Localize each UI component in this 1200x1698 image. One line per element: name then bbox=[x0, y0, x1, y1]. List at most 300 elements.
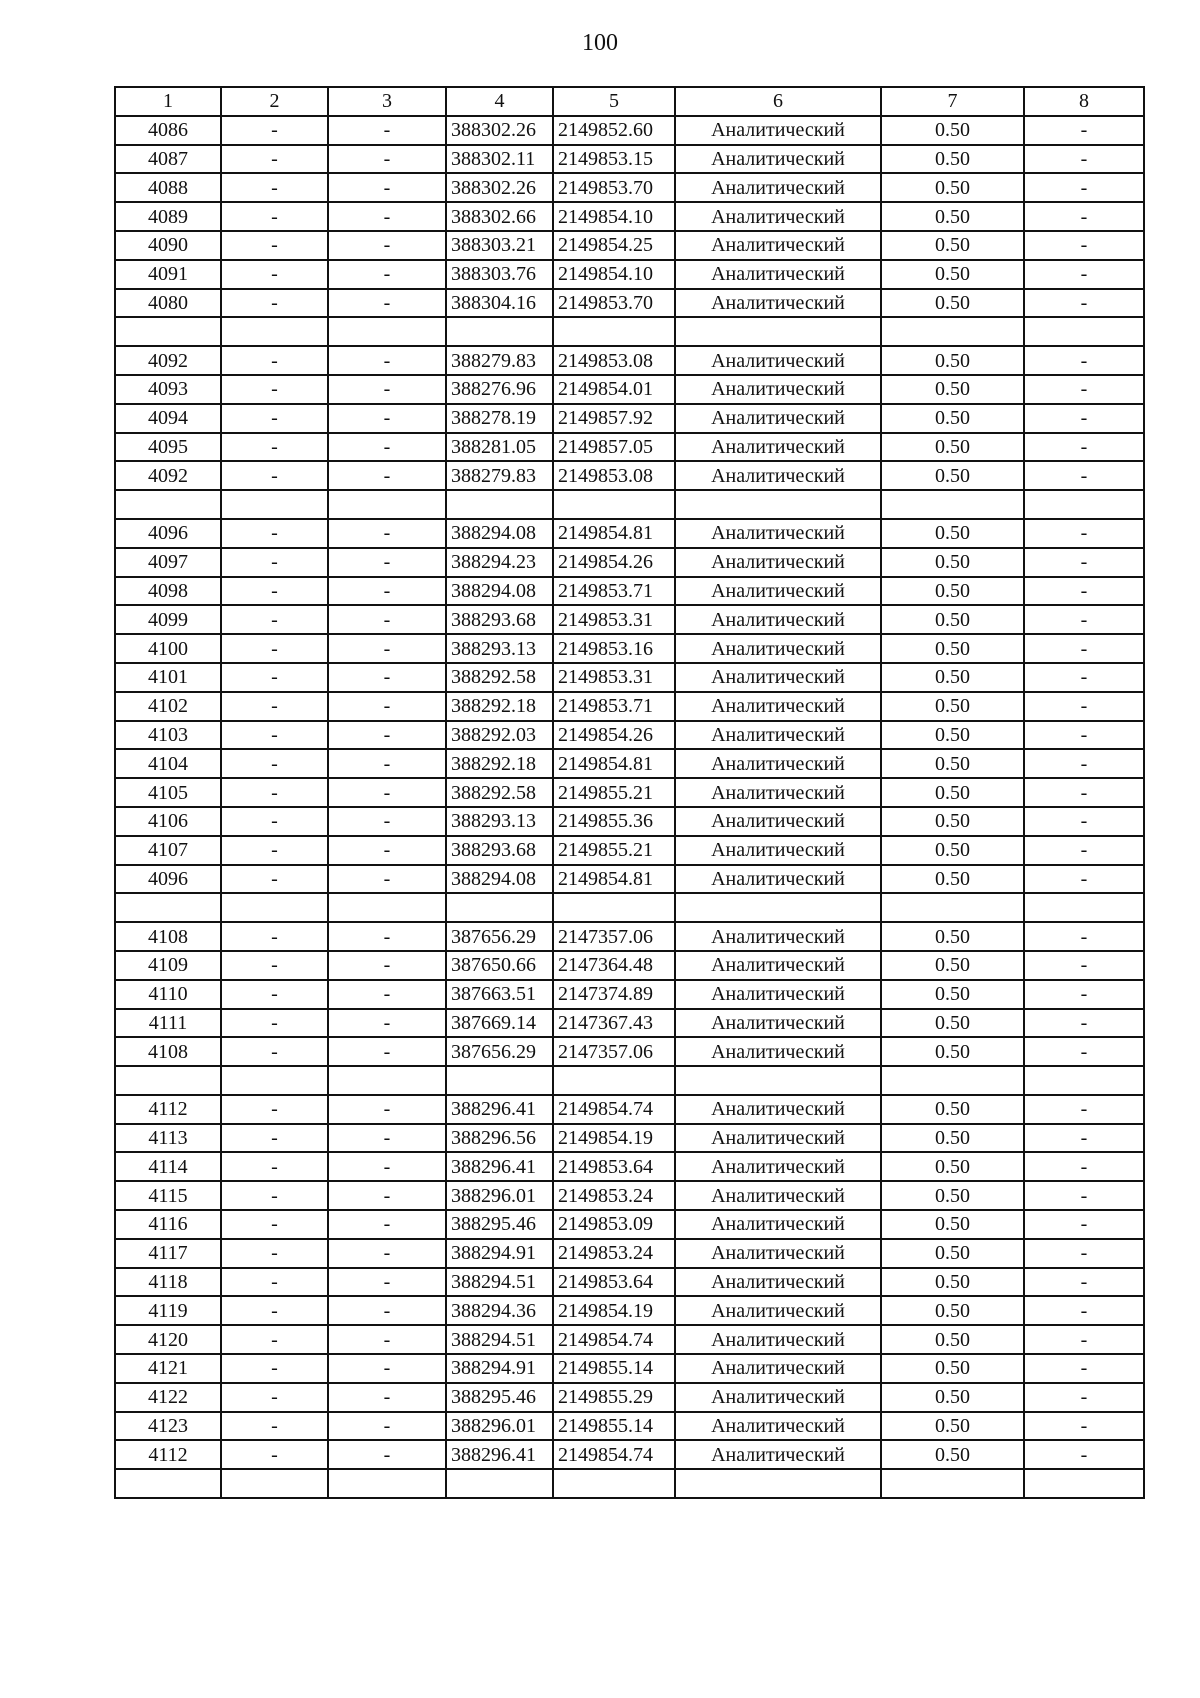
col-2-cell: - bbox=[221, 1037, 328, 1066]
method-cell: Аналитический bbox=[675, 260, 881, 289]
col-2-cell: - bbox=[221, 519, 328, 548]
col-2-cell: - bbox=[221, 1383, 328, 1412]
x-coordinate-cell: 387650.66 bbox=[446, 951, 553, 980]
point-number-cell: 4111 bbox=[115, 1009, 221, 1038]
x-coordinate-cell: 388276.96 bbox=[446, 375, 553, 404]
col-3-cell: - bbox=[328, 605, 446, 634]
x-coordinate-cell: 388293.13 bbox=[446, 807, 553, 836]
col-3-cell bbox=[328, 1066, 446, 1095]
col-8-cell: - bbox=[1024, 433, 1144, 462]
method-cell bbox=[675, 1469, 881, 1498]
method-cell: Аналитический bbox=[675, 865, 881, 894]
method-cell: Аналитический bbox=[675, 922, 881, 951]
x-coordinate-cell: 388294.51 bbox=[446, 1325, 553, 1354]
accuracy-cell: 0.50 bbox=[881, 1383, 1024, 1412]
point-number-cell: 4110 bbox=[115, 980, 221, 1009]
x-coordinate-cell bbox=[446, 893, 553, 922]
accuracy-cell: 0.50 bbox=[881, 1181, 1024, 1210]
y-coordinate-cell: 2149854.81 bbox=[553, 749, 675, 778]
coordinates-table bbox=[114, 86, 1145, 1499]
method-cell: Аналитический bbox=[675, 1383, 881, 1412]
table-row bbox=[115, 1354, 1144, 1383]
method-cell: Аналитический bbox=[675, 116, 881, 145]
page-number: 100 bbox=[582, 30, 618, 56]
col-2-cell bbox=[221, 1469, 328, 1498]
col-8-cell: - bbox=[1024, 1095, 1144, 1124]
accuracy-cell: 0.50 bbox=[881, 433, 1024, 462]
col-3-cell: - bbox=[328, 1296, 446, 1325]
table-row bbox=[115, 663, 1144, 692]
point-number-cell: 4096 bbox=[115, 519, 221, 548]
col-2-cell: - bbox=[221, 1124, 328, 1153]
col-3-cell: - bbox=[328, 173, 446, 202]
col-3-cell: - bbox=[328, 951, 446, 980]
point-number-cell: 4096 bbox=[115, 865, 221, 894]
y-coordinate-cell bbox=[553, 1066, 675, 1095]
method-cell: Аналитический bbox=[675, 1412, 881, 1441]
column-header: 6 bbox=[675, 87, 881, 116]
method-cell: Аналитический bbox=[675, 634, 881, 663]
y-coordinate-cell: 2147367.43 bbox=[553, 1009, 675, 1038]
col-3-cell bbox=[328, 893, 446, 922]
accuracy-cell: 0.50 bbox=[881, 173, 1024, 202]
x-coordinate-cell: 388292.58 bbox=[446, 663, 553, 692]
y-coordinate-cell: 2149853.15 bbox=[553, 145, 675, 174]
y-coordinate-cell: 2149853.31 bbox=[553, 605, 675, 634]
col-3-cell: - bbox=[328, 1239, 446, 1268]
y-coordinate-cell: 2149853.24 bbox=[553, 1239, 675, 1268]
col-2-cell bbox=[221, 893, 328, 922]
accuracy-cell: 0.50 bbox=[881, 836, 1024, 865]
y-coordinate-cell: 2149853.71 bbox=[553, 692, 675, 721]
accuracy-cell bbox=[881, 893, 1024, 922]
y-coordinate-cell: 2149853.24 bbox=[553, 1181, 675, 1210]
x-coordinate-cell: 388294.23 bbox=[446, 548, 553, 577]
point-number-cell bbox=[115, 317, 221, 346]
y-coordinate-cell: 2149854.19 bbox=[553, 1296, 675, 1325]
x-coordinate-cell: 388281.05 bbox=[446, 433, 553, 462]
accuracy-cell: 0.50 bbox=[881, 346, 1024, 375]
method-cell: Аналитический bbox=[675, 433, 881, 462]
col-8-cell: - bbox=[1024, 1239, 1144, 1268]
col-8-cell: - bbox=[1024, 260, 1144, 289]
col-2-cell: - bbox=[221, 721, 328, 750]
accuracy-cell bbox=[881, 1469, 1024, 1498]
col-3-cell: - bbox=[328, 375, 446, 404]
col-3-cell: - bbox=[328, 433, 446, 462]
col-8-cell: - bbox=[1024, 173, 1144, 202]
point-number-cell: 4095 bbox=[115, 433, 221, 462]
y-coordinate-cell: 2147357.06 bbox=[553, 1037, 675, 1066]
col-2-cell: - bbox=[221, 548, 328, 577]
method-cell: Аналитический bbox=[675, 980, 881, 1009]
col-3-cell: - bbox=[328, 1124, 446, 1153]
accuracy-cell: 0.50 bbox=[881, 749, 1024, 778]
col-2-cell: - bbox=[221, 951, 328, 980]
col-3-cell: - bbox=[328, 865, 446, 894]
y-coordinate-cell: 2147357.06 bbox=[553, 922, 675, 951]
accuracy-cell: 0.50 bbox=[881, 1095, 1024, 1124]
col-8-cell: - bbox=[1024, 231, 1144, 260]
col-3-cell: - bbox=[328, 634, 446, 663]
point-number-cell: 4112 bbox=[115, 1095, 221, 1124]
col-8-cell: - bbox=[1024, 1296, 1144, 1325]
x-coordinate-cell: 388278.19 bbox=[446, 404, 553, 433]
method-cell: Аналитический bbox=[675, 1124, 881, 1153]
col-8-cell: - bbox=[1024, 1210, 1144, 1239]
y-coordinate-cell: 2149855.21 bbox=[553, 778, 675, 807]
method-cell: Аналитический bbox=[675, 577, 881, 606]
point-number-cell bbox=[115, 1066, 221, 1095]
column-header: 5 bbox=[553, 87, 675, 116]
point-number-cell: 4115 bbox=[115, 1181, 221, 1210]
col-3-cell: - bbox=[328, 1037, 446, 1066]
accuracy-cell bbox=[881, 490, 1024, 519]
col-2-cell: - bbox=[221, 116, 328, 145]
col-8-cell: - bbox=[1024, 980, 1144, 1009]
table-row bbox=[115, 807, 1144, 836]
method-cell bbox=[675, 490, 881, 519]
col-2-cell: - bbox=[221, 1296, 328, 1325]
col-3-cell: - bbox=[328, 1383, 446, 1412]
point-number-cell: 4118 bbox=[115, 1268, 221, 1297]
point-number-cell: 4102 bbox=[115, 692, 221, 721]
y-coordinate-cell: 2149853.16 bbox=[553, 634, 675, 663]
accuracy-cell: 0.50 bbox=[881, 145, 1024, 174]
point-number-cell: 4120 bbox=[115, 1325, 221, 1354]
col-8-cell: - bbox=[1024, 1152, 1144, 1181]
col-8-cell bbox=[1024, 1469, 1144, 1498]
x-coordinate-cell: 388296.41 bbox=[446, 1095, 553, 1124]
col-3-cell: - bbox=[328, 980, 446, 1009]
table-row bbox=[115, 231, 1144, 260]
col-8-cell: - bbox=[1024, 346, 1144, 375]
y-coordinate-cell: 2149854.26 bbox=[553, 721, 675, 750]
method-cell: Аналитический bbox=[675, 231, 881, 260]
method-cell: Аналитический bbox=[675, 1296, 881, 1325]
col-2-cell bbox=[221, 490, 328, 519]
x-coordinate-cell: 388302.66 bbox=[446, 202, 553, 231]
method-cell bbox=[675, 317, 881, 346]
column-header: 3 bbox=[328, 87, 446, 116]
method-cell: Аналитический bbox=[675, 605, 881, 634]
table-row bbox=[115, 1239, 1144, 1268]
accuracy-cell: 0.50 bbox=[881, 1239, 1024, 1268]
col-8-cell: - bbox=[1024, 1440, 1144, 1469]
y-coordinate-cell: 2149853.08 bbox=[553, 346, 675, 375]
x-coordinate-cell: 388294.08 bbox=[446, 577, 553, 606]
table-row bbox=[115, 1181, 1144, 1210]
accuracy-cell: 0.50 bbox=[881, 1412, 1024, 1441]
y-coordinate-cell: 2147364.48 bbox=[553, 951, 675, 980]
col-2-cell: - bbox=[221, 433, 328, 462]
method-cell: Аналитический bbox=[675, 519, 881, 548]
col-8-cell: - bbox=[1024, 519, 1144, 548]
method-cell bbox=[675, 893, 881, 922]
table-row bbox=[115, 634, 1144, 663]
point-number-cell: 4109 bbox=[115, 951, 221, 980]
y-coordinate-cell: 2149857.05 bbox=[553, 433, 675, 462]
y-coordinate-cell: 2149854.81 bbox=[553, 519, 675, 548]
col-8-cell: - bbox=[1024, 692, 1144, 721]
table-row bbox=[115, 980, 1144, 1009]
method-cell: Аналитический bbox=[675, 404, 881, 433]
x-coordinate-cell: 388292.18 bbox=[446, 692, 553, 721]
table-row bbox=[115, 404, 1144, 433]
point-number-cell: 4121 bbox=[115, 1354, 221, 1383]
accuracy-cell: 0.50 bbox=[881, 922, 1024, 951]
col-8-cell: - bbox=[1024, 663, 1144, 692]
point-number-cell: 4106 bbox=[115, 807, 221, 836]
point-number-cell: 4080 bbox=[115, 289, 221, 318]
col-2-cell: - bbox=[221, 865, 328, 894]
point-number-cell: 4092 bbox=[115, 461, 221, 490]
col-8-cell bbox=[1024, 490, 1144, 519]
col-2-cell: - bbox=[221, 1152, 328, 1181]
separator-row bbox=[115, 317, 1144, 346]
point-number-cell: 4101 bbox=[115, 663, 221, 692]
point-number-cell: 4087 bbox=[115, 145, 221, 174]
y-coordinate-cell: 2149854.26 bbox=[553, 548, 675, 577]
col-3-cell: - bbox=[328, 145, 446, 174]
accuracy-cell bbox=[881, 1066, 1024, 1095]
col-3-cell: - bbox=[328, 519, 446, 548]
x-coordinate-cell: 388279.83 bbox=[446, 346, 553, 375]
method-cell: Аналитический bbox=[675, 951, 881, 980]
col-8-cell: - bbox=[1024, 404, 1144, 433]
accuracy-cell: 0.50 bbox=[881, 461, 1024, 490]
point-number-cell: 4122 bbox=[115, 1383, 221, 1412]
col-8-cell: - bbox=[1024, 375, 1144, 404]
x-coordinate-cell: 388295.46 bbox=[446, 1210, 553, 1239]
col-2-cell: - bbox=[221, 1239, 328, 1268]
accuracy-cell: 0.50 bbox=[881, 865, 1024, 894]
col-2-cell: - bbox=[221, 145, 328, 174]
col-2-cell: - bbox=[221, 980, 328, 1009]
point-number-cell: 4100 bbox=[115, 634, 221, 663]
col-2-cell: - bbox=[221, 1210, 328, 1239]
col-8-cell: - bbox=[1024, 1354, 1144, 1383]
accuracy-cell: 0.50 bbox=[881, 202, 1024, 231]
point-number-cell: 4117 bbox=[115, 1239, 221, 1268]
x-coordinate-cell: 388292.58 bbox=[446, 778, 553, 807]
x-coordinate-cell: 388293.68 bbox=[446, 836, 553, 865]
col-8-cell: - bbox=[1024, 749, 1144, 778]
col-2-cell: - bbox=[221, 922, 328, 951]
col-2-cell: - bbox=[221, 375, 328, 404]
y-coordinate-cell: 2149853.70 bbox=[553, 289, 675, 318]
table-row bbox=[115, 1412, 1144, 1441]
col-3-cell: - bbox=[328, 1152, 446, 1181]
x-coordinate-cell: 388296.56 bbox=[446, 1124, 553, 1153]
table-row bbox=[115, 202, 1144, 231]
table-row bbox=[115, 433, 1144, 462]
accuracy-cell: 0.50 bbox=[881, 951, 1024, 980]
accuracy-cell: 0.50 bbox=[881, 1440, 1024, 1469]
point-number-cell: 4098 bbox=[115, 577, 221, 606]
table-row bbox=[115, 865, 1144, 894]
col-2-cell: - bbox=[221, 346, 328, 375]
accuracy-cell: 0.50 bbox=[881, 1354, 1024, 1383]
point-number-cell bbox=[115, 893, 221, 922]
col-8-cell: - bbox=[1024, 778, 1144, 807]
y-coordinate-cell: 2149853.71 bbox=[553, 577, 675, 606]
method-cell: Аналитический bbox=[675, 778, 881, 807]
method-cell: Аналитический bbox=[675, 1239, 881, 1268]
method-cell: Аналитический bbox=[675, 692, 881, 721]
method-cell: Аналитический bbox=[675, 721, 881, 750]
accuracy-cell: 0.50 bbox=[881, 1037, 1024, 1066]
point-number-cell: 4103 bbox=[115, 721, 221, 750]
y-coordinate-cell: 2149852.60 bbox=[553, 116, 675, 145]
col-2-cell bbox=[221, 1066, 328, 1095]
table-row bbox=[115, 461, 1144, 490]
col-2-cell: - bbox=[221, 836, 328, 865]
accuracy-cell: 0.50 bbox=[881, 605, 1024, 634]
x-coordinate-cell bbox=[446, 1469, 553, 1498]
col-2-cell: - bbox=[221, 404, 328, 433]
table-header bbox=[115, 87, 1144, 116]
col-3-cell: - bbox=[328, 692, 446, 721]
method-cell: Аналитический bbox=[675, 461, 881, 490]
col-2-cell: - bbox=[221, 1412, 328, 1441]
col-3-cell: - bbox=[328, 721, 446, 750]
table-row bbox=[115, 778, 1144, 807]
col-8-cell: - bbox=[1024, 836, 1144, 865]
method-cell: Аналитический bbox=[675, 1181, 881, 1210]
y-coordinate-cell: 2149854.10 bbox=[553, 260, 675, 289]
accuracy-cell: 0.50 bbox=[881, 1296, 1024, 1325]
col-3-cell: - bbox=[328, 749, 446, 778]
method-cell: Аналитический bbox=[675, 173, 881, 202]
table-row bbox=[115, 1296, 1144, 1325]
accuracy-cell: 0.50 bbox=[881, 663, 1024, 692]
accuracy-cell: 0.50 bbox=[881, 778, 1024, 807]
point-number-cell: 4114 bbox=[115, 1152, 221, 1181]
point-number-cell: 4108 bbox=[115, 922, 221, 951]
col-3-cell: - bbox=[328, 404, 446, 433]
x-coordinate-cell: 388304.16 bbox=[446, 289, 553, 318]
accuracy-cell: 0.50 bbox=[881, 116, 1024, 145]
method-cell: Аналитический bbox=[675, 1210, 881, 1239]
col-8-cell: - bbox=[1024, 202, 1144, 231]
method-cell: Аналитический bbox=[675, 836, 881, 865]
col-2-cell: - bbox=[221, 634, 328, 663]
table-row bbox=[115, 721, 1144, 750]
x-coordinate-cell: 388302.26 bbox=[446, 116, 553, 145]
col-2-cell: - bbox=[221, 173, 328, 202]
column-header: 4 bbox=[446, 87, 553, 116]
accuracy-cell: 0.50 bbox=[881, 519, 1024, 548]
col-3-cell: - bbox=[328, 922, 446, 951]
table-row bbox=[115, 1440, 1144, 1469]
y-coordinate-cell: 2149855.21 bbox=[553, 836, 675, 865]
y-coordinate-cell: 2149854.10 bbox=[553, 202, 675, 231]
point-number-cell: 4104 bbox=[115, 749, 221, 778]
col-3-cell: - bbox=[328, 346, 446, 375]
x-coordinate-cell: 387663.51 bbox=[446, 980, 553, 1009]
column-header: 2 bbox=[221, 87, 328, 116]
col-3-cell: - bbox=[328, 1440, 446, 1469]
y-coordinate-cell: 2149855.29 bbox=[553, 1383, 675, 1412]
y-coordinate-cell bbox=[553, 893, 675, 922]
y-coordinate-cell: 2149854.19 bbox=[553, 1124, 675, 1153]
table-row bbox=[115, 605, 1144, 634]
point-number-cell: 4107 bbox=[115, 836, 221, 865]
x-coordinate-cell: 388279.83 bbox=[446, 461, 553, 490]
col-8-cell bbox=[1024, 893, 1144, 922]
y-coordinate-cell: 2149853.08 bbox=[553, 461, 675, 490]
table-row bbox=[115, 692, 1144, 721]
y-coordinate-cell: 2149853.64 bbox=[553, 1268, 675, 1297]
col-8-cell: - bbox=[1024, 461, 1144, 490]
col-8-cell: - bbox=[1024, 951, 1144, 980]
table-row bbox=[115, 519, 1144, 548]
y-coordinate-cell bbox=[553, 490, 675, 519]
table-row bbox=[115, 375, 1144, 404]
col-8-cell bbox=[1024, 1066, 1144, 1095]
point-number-cell: 4086 bbox=[115, 116, 221, 145]
x-coordinate-cell: 388294.08 bbox=[446, 865, 553, 894]
accuracy-cell: 0.50 bbox=[881, 375, 1024, 404]
point-number-cell: 4099 bbox=[115, 605, 221, 634]
col-8-cell: - bbox=[1024, 922, 1144, 951]
method-cell: Аналитический bbox=[675, 548, 881, 577]
col-2-cell: - bbox=[221, 231, 328, 260]
col-2-cell: - bbox=[221, 1009, 328, 1038]
method-cell: Аналитический bbox=[675, 346, 881, 375]
col-2-cell: - bbox=[221, 778, 328, 807]
column-header: 7 bbox=[881, 87, 1024, 116]
col-8-cell: - bbox=[1024, 1009, 1144, 1038]
accuracy-cell: 0.50 bbox=[881, 577, 1024, 606]
col-2-cell: - bbox=[221, 605, 328, 634]
x-coordinate-cell: 387656.29 bbox=[446, 1037, 553, 1066]
col-8-cell: - bbox=[1024, 634, 1144, 663]
y-coordinate-cell: 2149853.09 bbox=[553, 1210, 675, 1239]
method-cell: Аналитический bbox=[675, 1095, 881, 1124]
col-3-cell: - bbox=[328, 807, 446, 836]
col-2-cell: - bbox=[221, 577, 328, 606]
x-coordinate-cell: 388303.76 bbox=[446, 260, 553, 289]
x-coordinate-cell: 387669.14 bbox=[446, 1009, 553, 1038]
table-row bbox=[115, 1124, 1144, 1153]
col-2-cell: - bbox=[221, 807, 328, 836]
method-cell: Аналитический bbox=[675, 1152, 881, 1181]
col-8-cell: - bbox=[1024, 865, 1144, 894]
col-3-cell: - bbox=[328, 548, 446, 577]
x-coordinate-cell: 388302.11 bbox=[446, 145, 553, 174]
y-coordinate-cell: 2149853.31 bbox=[553, 663, 675, 692]
col-2-cell: - bbox=[221, 260, 328, 289]
y-coordinate-cell bbox=[553, 317, 675, 346]
table-row bbox=[115, 173, 1144, 202]
col-8-cell: - bbox=[1024, 1325, 1144, 1354]
method-cell: Аналитический bbox=[675, 289, 881, 318]
point-number-cell: 4116 bbox=[115, 1210, 221, 1239]
col-3-cell: - bbox=[328, 1181, 446, 1210]
col-3-cell: - bbox=[328, 1325, 446, 1354]
y-coordinate-cell: 2149855.14 bbox=[553, 1354, 675, 1383]
accuracy-cell: 0.50 bbox=[881, 548, 1024, 577]
method-cell: Аналитический bbox=[675, 202, 881, 231]
x-coordinate-cell bbox=[446, 1066, 553, 1095]
method-cell: Аналитический bbox=[675, 1325, 881, 1354]
col-8-cell: - bbox=[1024, 1037, 1144, 1066]
x-coordinate-cell: 388296.41 bbox=[446, 1440, 553, 1469]
point-number-cell: 4088 bbox=[115, 173, 221, 202]
x-coordinate-cell bbox=[446, 490, 553, 519]
